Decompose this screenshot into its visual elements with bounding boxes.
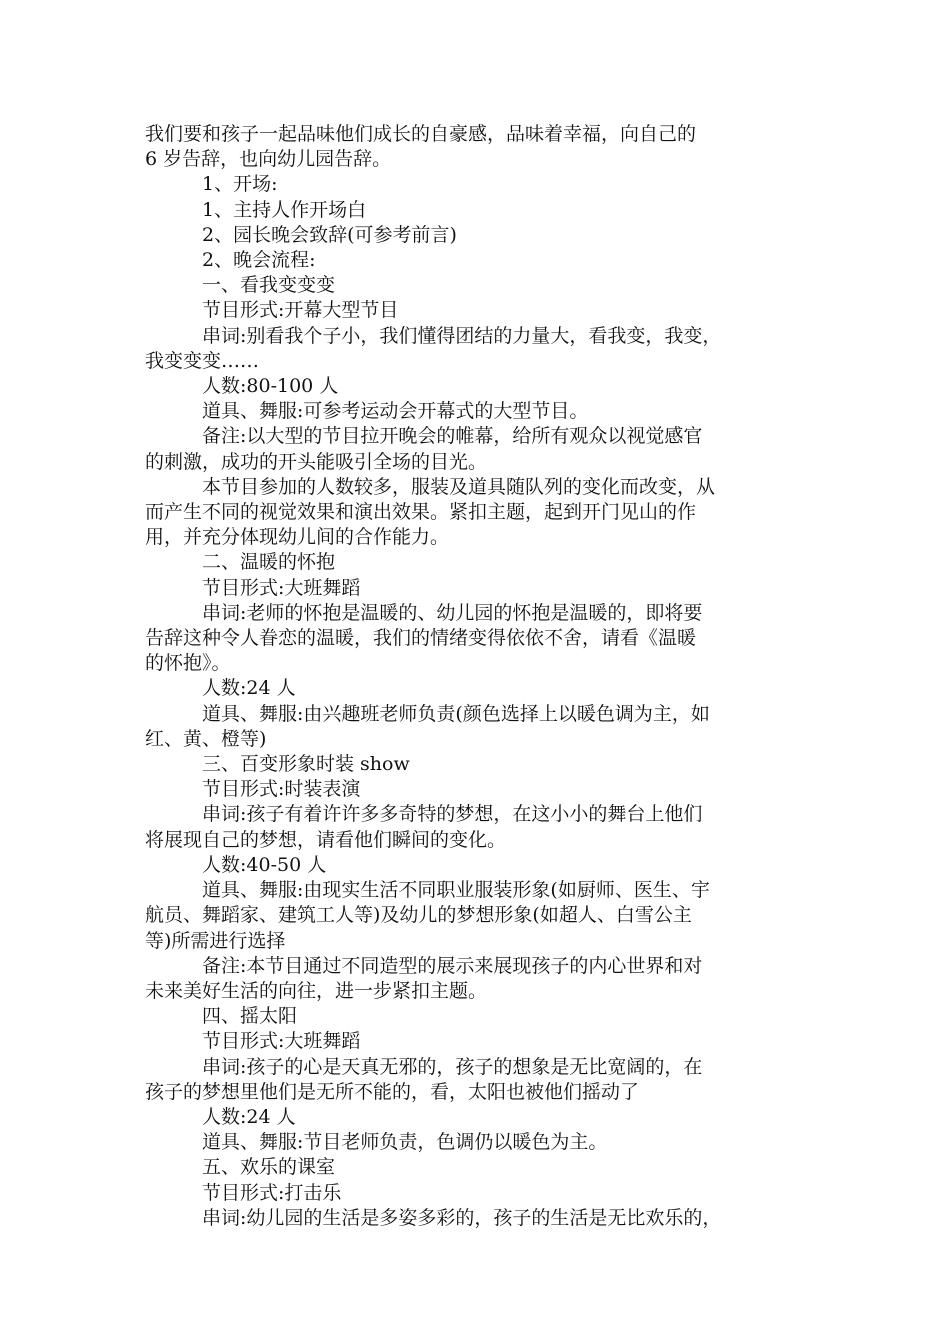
text-line: 将展现自己的梦想，请看他们瞬间的变化。 — [145, 828, 507, 851]
text-line: 6 岁告辞，也向幼儿园告辞。 — [145, 148, 392, 171]
text-line: 航员、舞蹈家、建筑工人等)及幼儿的梦想形象(如超人、白雪公主 — [145, 904, 692, 927]
text-line: 孩子的梦想里他们是无所不能的，看，太阳也被他们摇动了 — [145, 1080, 640, 1103]
text-line: 串词:老师的怀抱是温暖的、幼儿园的怀抱是温暖的，即将要 — [202, 601, 703, 624]
text-line: 串词:孩子有着许许多多奇特的梦想，在这小小的舞台上他们 — [202, 803, 703, 826]
text-line: 告辞这种令人眷恋的温暖，我们的情绪变得依依不舍，请看《温暖 — [145, 627, 697, 650]
text-line: 等)所需进行选择 — [145, 929, 286, 952]
text-line: 2、园长晚会致辞(可参考前言) — [202, 223, 457, 246]
text-line: 我们要和孩子一起品味他们成长的自豪感，品味着幸福，向自己的 — [145, 123, 697, 145]
text-line: 三、百变形象时装 show — [202, 753, 410, 776]
text-line: 2、晚会流程: — [202, 249, 316, 272]
text-line: 红、黄、橙等) — [145, 727, 267, 750]
text-line: 串词:孩子的心是天真无邪的，孩子的想象是无比宽阔的，在 — [202, 1055, 703, 1078]
text-line: 四、摇太阳 — [202, 1005, 298, 1028]
document-body — [145, 122, 825, 1231]
text-line: 用，并充分体现幼儿间的合作能力。 — [145, 526, 450, 549]
text-line: 道具、舞服:由兴趣班老师负责(颜色选择上以暖色调为主，如 — [202, 702, 710, 725]
text-line: 节目形式:开幕大型节目 — [202, 299, 399, 322]
text-line: 的刺激，成功的开头能吸引全场的目光。 — [145, 450, 488, 473]
text-line: 的怀抱》。 — [145, 652, 231, 675]
text-line: 而产生不同的视觉效果和演出效果。紧扣主题，起到开门见山的作 — [145, 501, 697, 524]
text-line: 备注:以大型的节目拉开晚会的帷幕，给所有观众以视觉感官 — [202, 425, 703, 448]
text-line: 串词:幼儿园的生活是多姿多彩的，孩子的生活是无比欢乐的， — [202, 1206, 722, 1229]
text-line: 1、开场: — [202, 173, 278, 196]
text-line: 未来美好生活的向往，进一步紧扣主题。 — [145, 979, 488, 1002]
text-line: 道具、舞服:可参考运动会开幕式的大型节目。 — [202, 400, 589, 423]
text-line: 人数:24 人 — [202, 1105, 296, 1128]
text-line: 人数:80-100 人 — [202, 375, 339, 398]
text-line: 人数:24 人 — [202, 677, 296, 700]
text-line: 我变变变…… — [145, 349, 260, 372]
text-line: 节目形式:大班舞蹈 — [202, 576, 361, 599]
text-line: 1、主持人作开场白 — [202, 198, 367, 221]
text-line: 一、看我变变变 — [202, 274, 336, 297]
text-line: 道具、舞服:节目老师负责，色调仍以暖色为主。 — [202, 1131, 608, 1154]
text-line: 道具、舞服:由现实生活不同职业服装形象(如厨师、医生、宇 — [202, 879, 710, 902]
text-line: 本节目参加的人数较多，服装及道具随队列的变化而改变，从 — [202, 475, 716, 498]
text-line: 节目形式:大班舞蹈 — [202, 1030, 361, 1053]
text-line: 人数:40-50 人 — [202, 853, 327, 876]
text-line: 串词:别看我个子小，我们懂得团结的力量大，看我变，我变， — [202, 324, 722, 347]
text-line: 节目形式:时装表演 — [202, 778, 361, 801]
text-line: 备注:本节目通过不同造型的展示来展现孩子的内心世界和对 — [202, 954, 703, 977]
text-line: 节目形式:打击乐 — [202, 1181, 342, 1204]
text-line: 二、温暖的怀抱 — [202, 551, 336, 574]
text-line: 五、欢乐的课室 — [202, 1156, 336, 1179]
